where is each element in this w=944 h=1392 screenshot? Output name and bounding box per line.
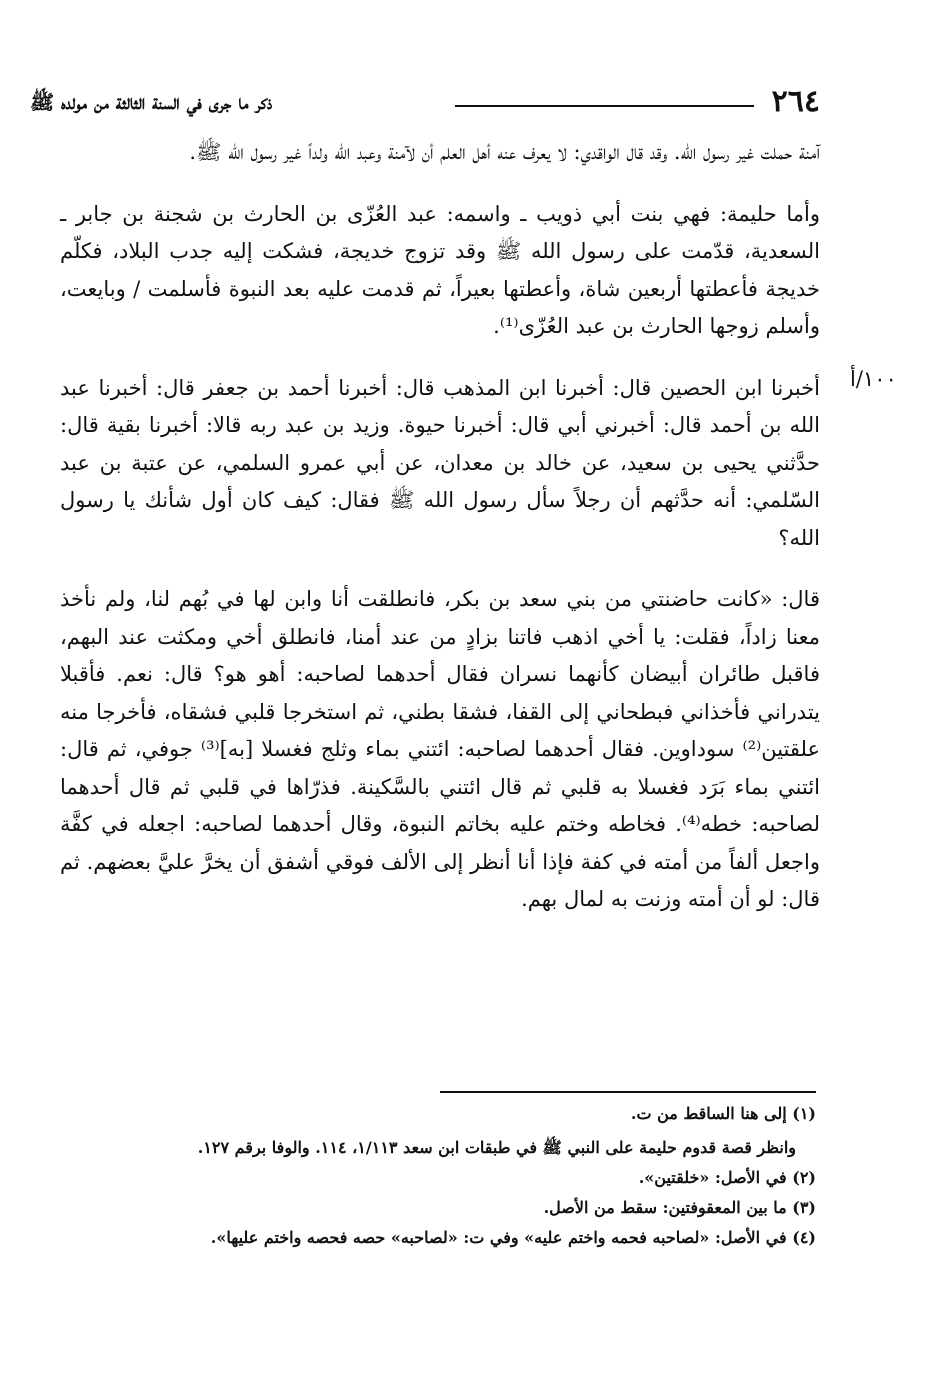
footnote-1: (١) إلى هنا الساقط من ت. xyxy=(630,1104,816,1123)
manuscript-folio-note: ١٠٠/أ xyxy=(850,367,897,391)
page-number: ٢٦٤ xyxy=(771,84,820,119)
running-title: ذكر ما جرى في السنة الثالثة من مولده ﷺ xyxy=(30,90,273,114)
footnote-2: (٢) في الأصل: «خلقتين». xyxy=(638,1168,816,1187)
footnote-4: (٤) في الأصل: «لصاحبه فحمه واختم عليه» وفي ت: «لصاحبه» حصه فحصه واختم عليها». xyxy=(210,1228,816,1247)
header-rule xyxy=(455,105,754,107)
paragraph-hadith: قال: «كانت حاضنتي من بني سعد بن بكر، فانطلقت أنا وابن لها في بُهم لنا، ولم نأخذ معنا زاداً، فقلت: يا أخي اذهب فاتنا بزادٍ من عند أمنا، فانطلق أخي ومكثت عند البهم، فاقبل طائران أبيضان كأنهما نسران فقال أحدهما لصاحبه: أهو هو؟ قال: نعم. فأقبلا يتدراني فأخذاني فبطحاني إلى القفا، فشقا بطني، ثم استخرجا قلبي فشقاه، فأخرجا منه علقتين⁽²⁾ سوداوين. فقال أحدهما لصاحبه: ائتني بماء وثلج فغسلا [به]⁽³⁾ جوفي، ثم قال: ائتني بماء بَرَد فغسلا به قلبي ثم قال ائتني بالسَّكينة. فذرّاها في قلبي ثم قال أحدهما لصاحبه: خطه⁽⁴⁾. فخاطه وختم عليه بخاتم النبوة، وقال أحدهما لصاحبه: اجعله في كفَّة واجعل ألفاً من أمته في كفة فإذا أنا أنظر إلى الألف فوقي أشفق أن يخرَّ عليَّ بعضهم. ثم قال: لو أن أمته وزنت به لمال بهم. xyxy=(60,587,820,911)
footnote-1-continuation: وانظر قصة قدوم حليمة على النبي ﷺ في طبقات ابن سعد ١/١١٣، ١١٤. والوفا برقم ١٢٧. xyxy=(197,1138,796,1157)
paragraph-isnad: أخبرنا ابن الحصين قال: أخبرنا ابن المذهب قال: أخبرنا أحمد بن جعفر قال: أخبرنا عبد الله بن أحمد قال: أخبرني أبي قال: أخبرنا حيوة. وزيد بن عبد ربه قالا: أخبرنا بقية قال: حدَّثني يحيى بن سعيد، عن خالد بن معدان، عن أبي عمرو السلمي، عن عتبة بن عبد السّلمي: أنه حدَّثهم أن رجلاً سأل رسول الله ﷺ فقال: كيف كان أول شأنك يا رسول الله؟ xyxy=(60,375,820,550)
paragraph-amina: آمنة حملت غير رسول الله. وقد قال الواقدي: لا يعرف عنه أهل العلم أن لآمنة وعبد الله ولداً غير رسول الله ﷺ. xyxy=(189,140,820,164)
main-text xyxy=(60,134,820,919)
footnotes xyxy=(70,1100,816,1254)
paragraph-halima: وأما حليمة: فهي بنت أبي ذويب ـ واسمه: عبد العُزّى بن الحارث بن شجنة بن جابر ـ السعدية، قدّمت على رسول الله ﷺ وقد تزوج خديجة، فشكت إليه جدب البلاد، فكلّم خديجة فأعطتها أربعين شاة، وأعطتها بعيراً، ثم قدمت عليه بعد النبوة فأسلمت / وبايعت، وأسلم زوجها الحارث بن عبد العُزّى⁽¹⁾. xyxy=(60,201,820,338)
footnote-separator xyxy=(440,1091,816,1093)
footnote-3: (٣) ما بين المعقوفتين: سقط من الأصل. xyxy=(543,1198,816,1217)
page-header xyxy=(30,84,820,120)
